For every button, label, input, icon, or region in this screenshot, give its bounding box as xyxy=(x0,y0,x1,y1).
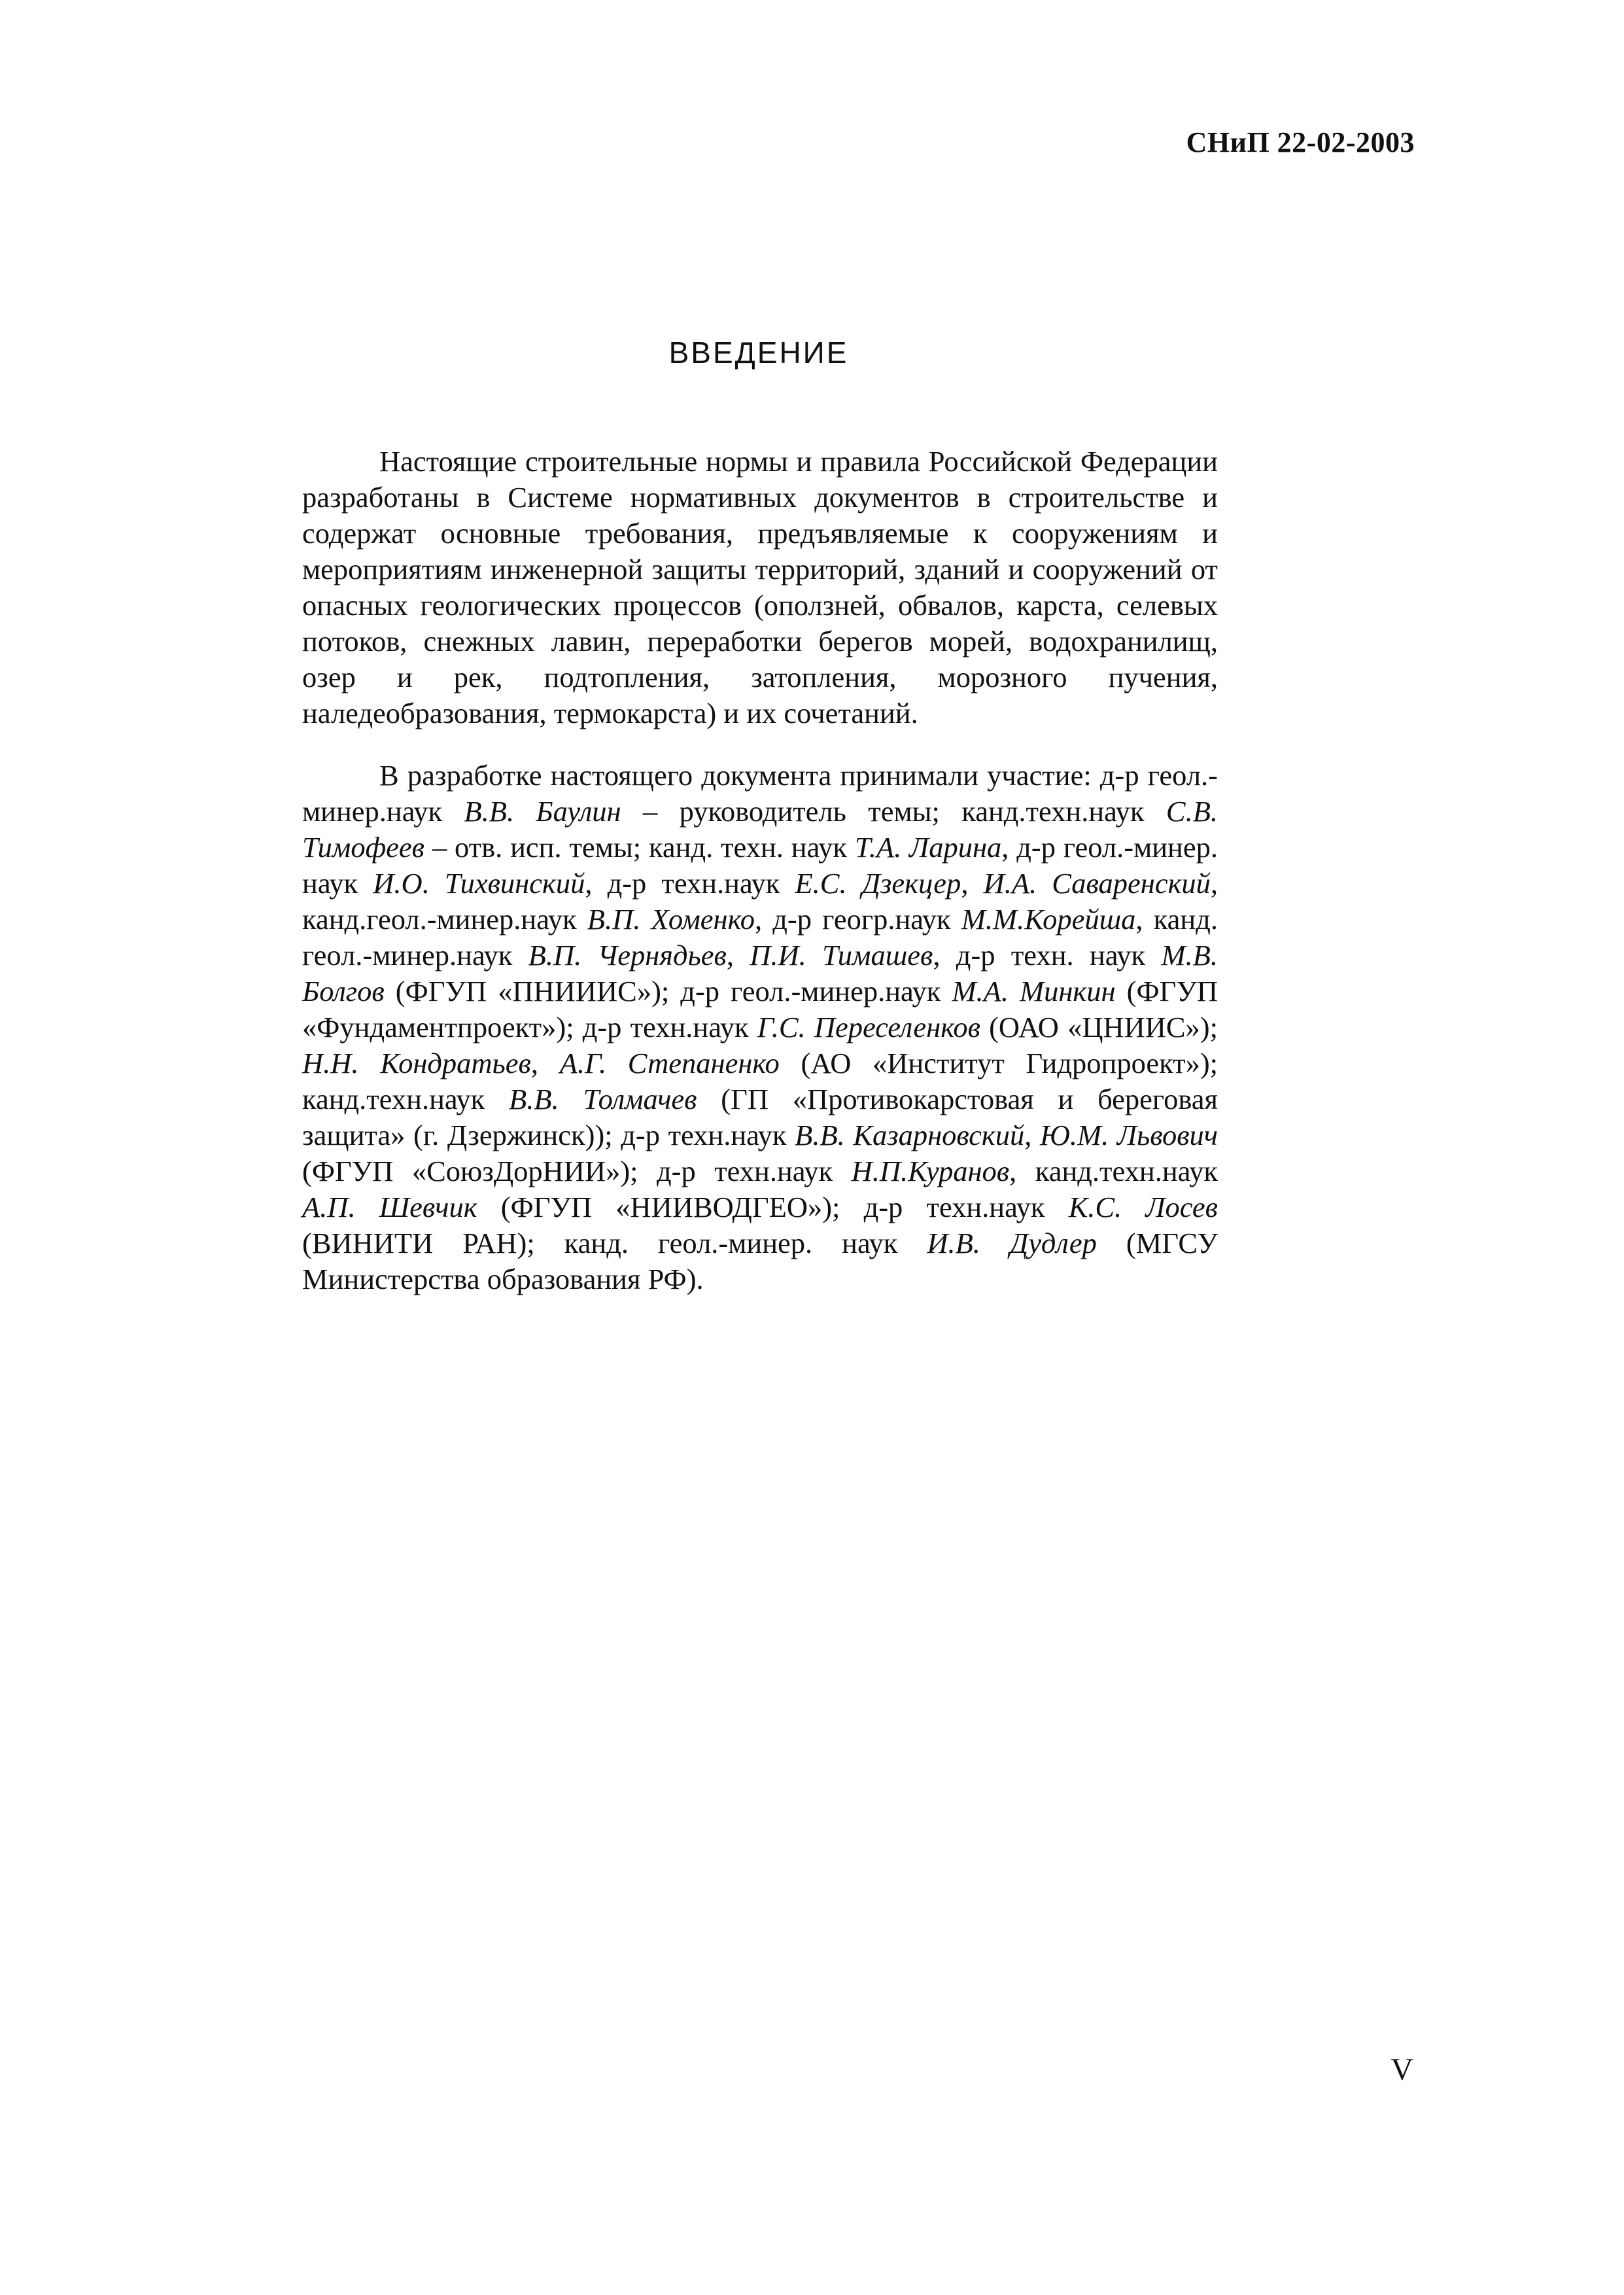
text-segment: (ГП «Противокарстовая и береговая защита» (г. Дзержинск)); д-р техн.наук xyxy=(302,1083,1218,1151)
contributor-name: С.В. Тимофеев xyxy=(302,795,1218,864)
contributor-name: В.В. Толмачев xyxy=(509,1083,697,1115)
contributor-name: П.И. Тимашев xyxy=(750,939,933,972)
contributor-name: Т.А. Ларина xyxy=(854,831,1002,864)
text-segment: , xyxy=(961,867,984,900)
text-segment: (ФГУП «Фундаментпроект»); д-р техн.наук xyxy=(302,975,1218,1043)
contributor-name: В.В. Баулин xyxy=(464,795,621,828)
contributor-name: И.В. Дудлер xyxy=(927,1227,1097,1259)
contributor-name: А.П. Шевчик xyxy=(302,1191,477,1223)
text-segment: В разработке настоящего документа принимали участие: д-р геол.-минер.наук xyxy=(302,759,1218,828)
contributor-name: Н.Н. Кондратьев xyxy=(302,1047,531,1079)
text-segment: , xyxy=(726,939,750,972)
text-segment: (ОАО «ЦНИИС»); xyxy=(980,1011,1218,1043)
text-segment: , xyxy=(530,1047,560,1079)
contributor-name: Г.С. Переселенков xyxy=(757,1011,980,1043)
text-segment: , канд. геол.-минер.наук xyxy=(302,903,1218,972)
contributor-name: Н.П.Куранов xyxy=(851,1155,1010,1187)
text-segment: , д-р техн.наук xyxy=(585,867,795,900)
document-code: СНиП 22-02-2003 xyxy=(1186,126,1415,158)
contributor-name: Е.С. Дзекцер xyxy=(795,867,961,900)
text-segment: , канд.техн.наук xyxy=(1009,1155,1218,1187)
text-segment: , д-р геол.-минер. наук xyxy=(302,831,1218,900)
text-segment: – отв. исп. темы; канд. техн. наук xyxy=(424,831,855,864)
text-segment: – руководитель темы; канд.техн.наук xyxy=(621,795,1166,828)
intro-paragraph-1: Настоящие строительные нормы и правила Российской Федерации разработаны в Системе нормативных документов в строительстве и содержат основные требования, предъявляемые к сооружениям и мероприятиям инженерной защиты территорий, зданий и сооружений от опасных геологических процессов (оползней, обвалов, карста, селевых потоков, снежных лавин, переработки берегов морей, водохранилищ, озер и рек, подтопления, затопления, морозного пучения, наледеобразования, термокарста) и их сочетаний. xyxy=(302,445,1218,729)
text-segment: (ВИНИТИ РАН); канд. геол.-минер. наук xyxy=(302,1227,927,1259)
contributor-name: М.В. Болгов xyxy=(302,939,1218,1007)
text-segment: (ФГУП «ПНИИИС»); д-р геол.-минер.наук xyxy=(384,975,952,1007)
text-segment: (МГСУ Министерства образования РФ). xyxy=(302,1227,1218,1295)
intro-paragraph-2-contributors xyxy=(302,758,1218,1297)
text-segment: , д-р техн. наук xyxy=(933,939,1162,972)
contributor-name: В.П. Хоменко xyxy=(587,903,755,936)
contributor-name: Ю.М. Львович xyxy=(1039,1119,1218,1151)
text-segment: (АО «Институт Гидропроект»); канд.техн.наук xyxy=(302,1047,1218,1115)
text-segment: (ФГУП «НИИВОДГЕО»); д-р техн.наук xyxy=(477,1191,1069,1223)
contributor-name: М.М.Корейша xyxy=(961,903,1136,936)
introduction-body xyxy=(302,444,1218,1297)
text-segment: , канд.геол.-минер.наук xyxy=(302,867,1218,936)
contributor-name: А.Г. Степаненко xyxy=(559,1047,780,1079)
contributor-name: В.П. Чернядьев xyxy=(528,939,727,972)
contributor-name: В.В. Казарновский xyxy=(795,1119,1025,1151)
section-title: ВВЕДЕНИЕ xyxy=(668,336,849,370)
text-segment: (ФГУП «СоюзДорНИИ»); д-р техн.наук xyxy=(302,1155,852,1187)
contributor-name: М.А. Минкин xyxy=(952,975,1116,1007)
contributor-name: И.О. Тихвинский xyxy=(373,867,585,900)
contributor-name: И.А. Саваренский xyxy=(983,867,1211,900)
page-number: V xyxy=(1391,2052,1413,2087)
text-segment: , д-р геогр.наук xyxy=(754,903,961,936)
contributor-name: К.С. Лосев xyxy=(1068,1191,1218,1223)
text-segment: , xyxy=(1024,1119,1040,1151)
